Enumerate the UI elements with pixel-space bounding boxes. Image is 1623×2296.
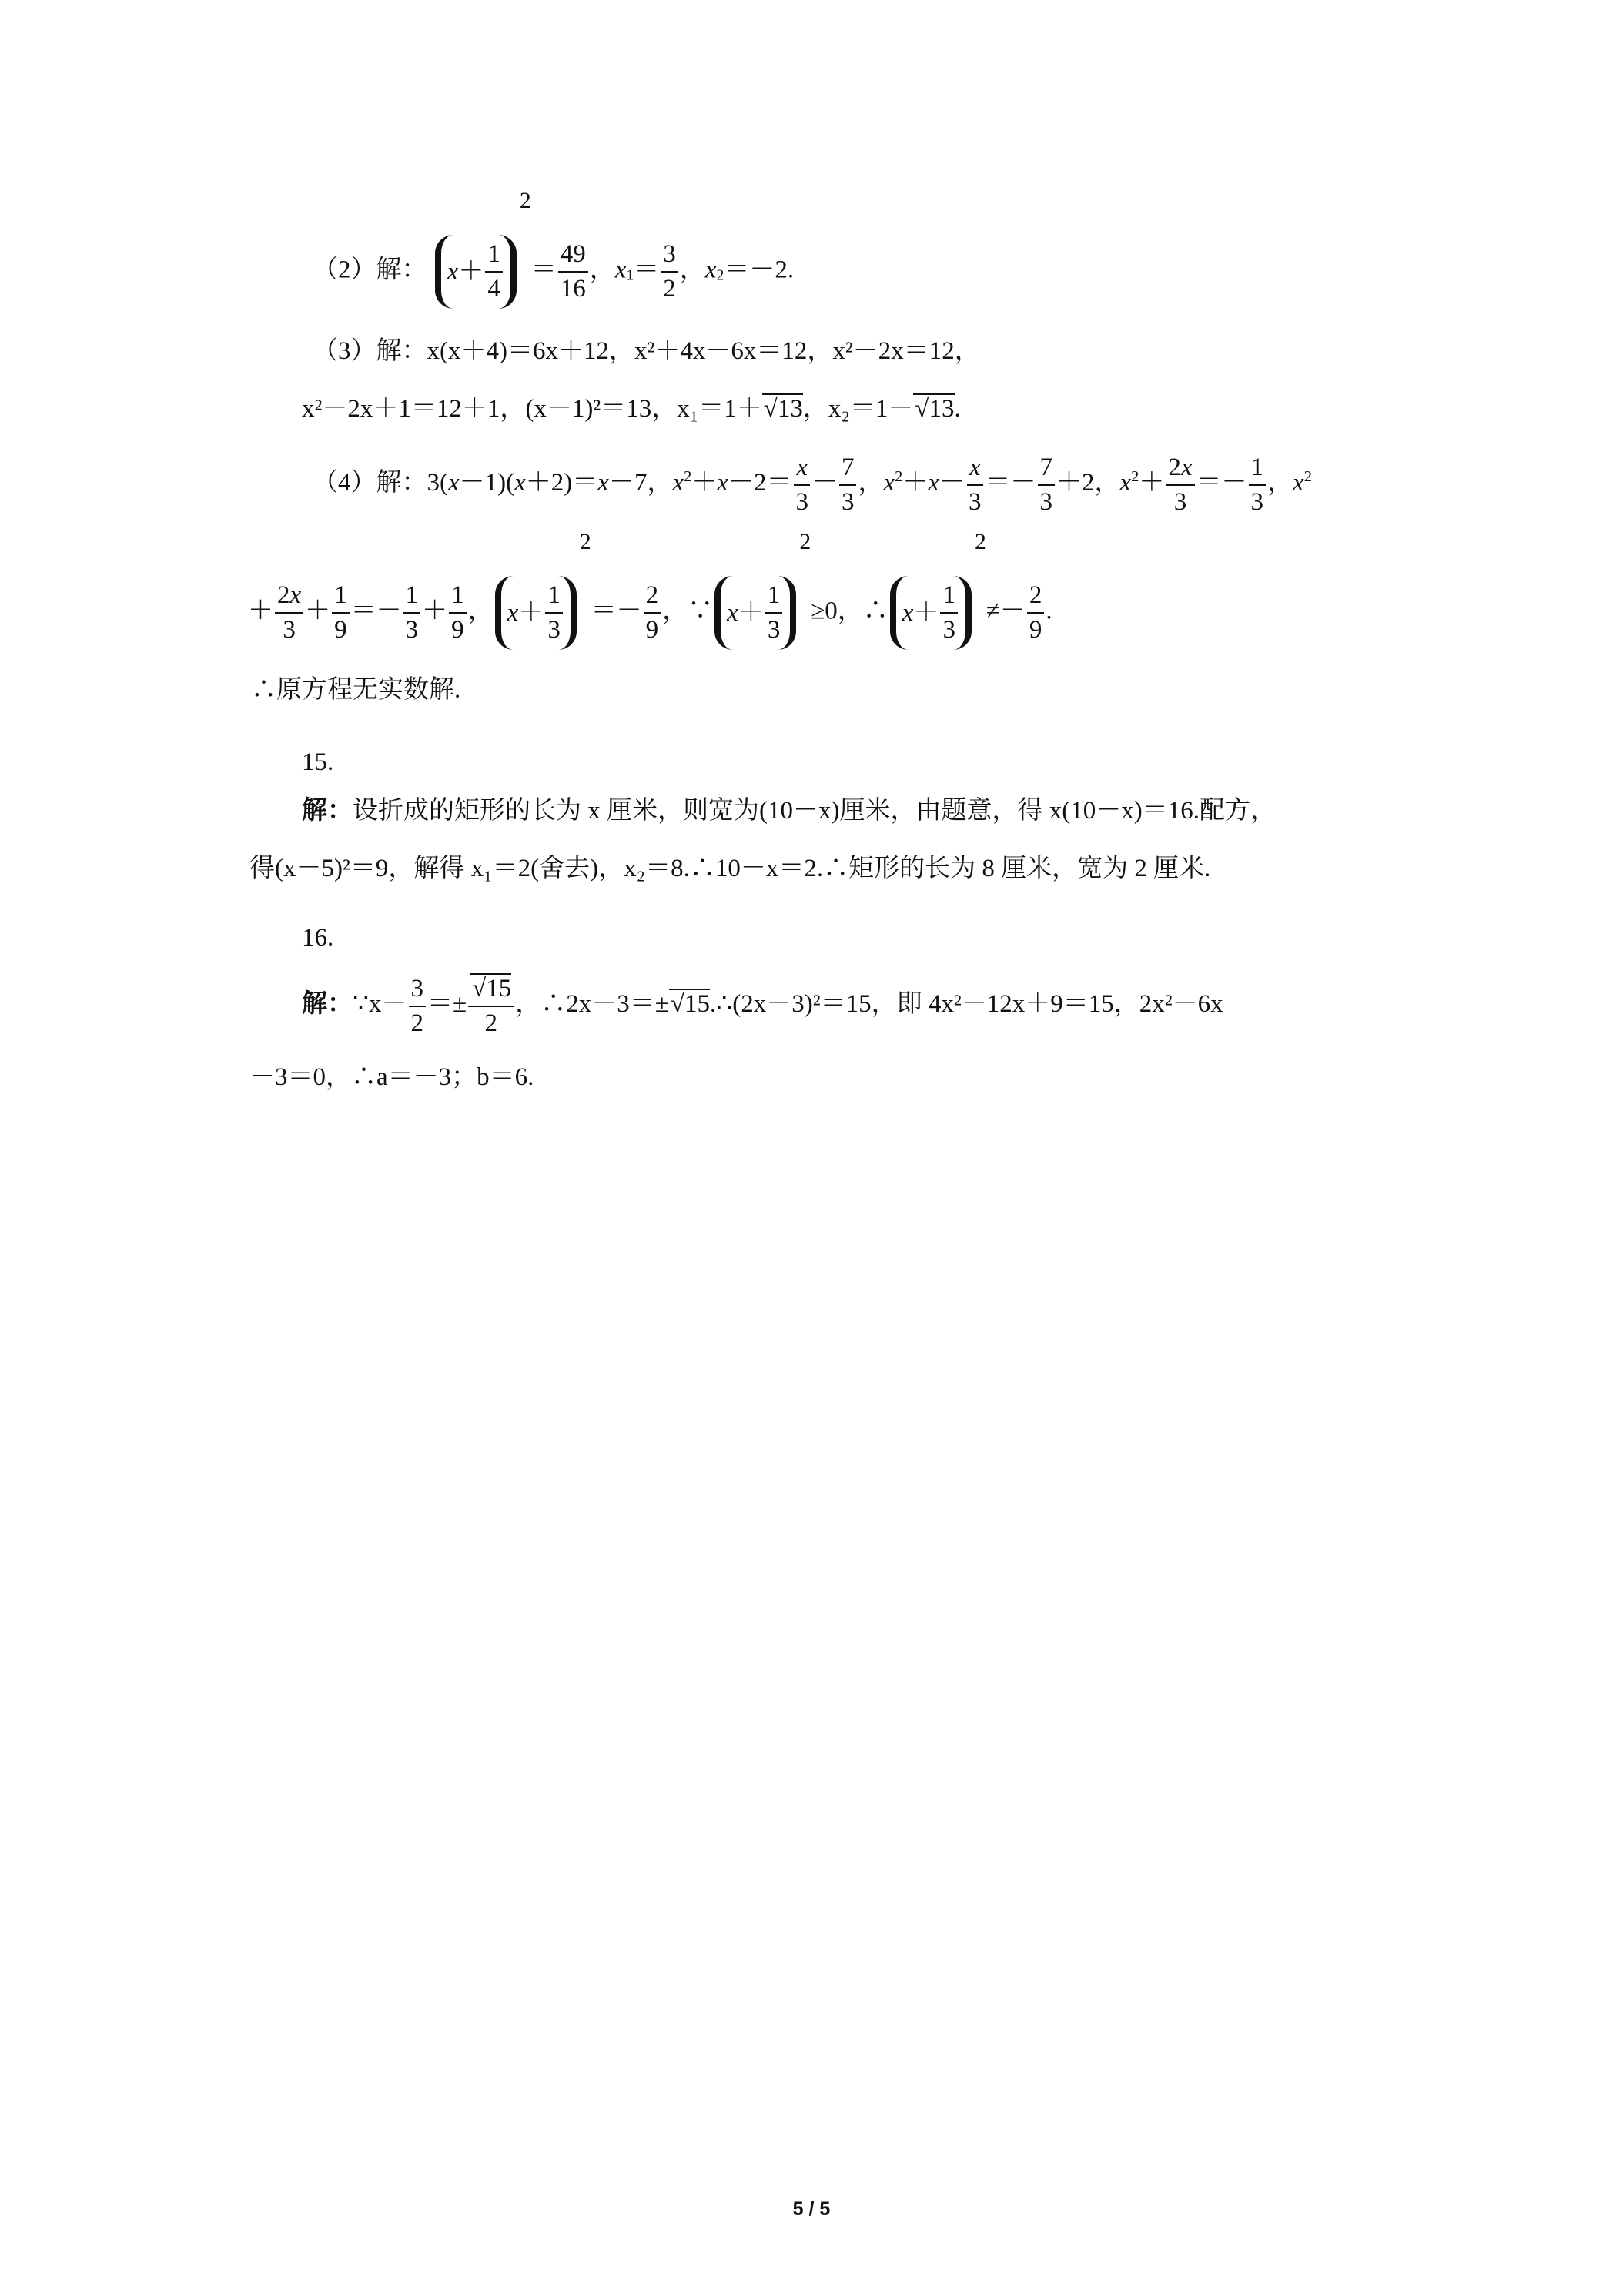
question-15-line1: 解：设折成的矩形的长为 x 厘米，则宽为(10－x)厘米，由题意，得 x(10－x)＝16.配方， <box>302 797 1276 825</box>
item2-line: （2）解： x ＋ $\frac{1}{4}$ 2＝ $\frac{49}{16}$ ，$x_1=$ $\frac{3}{2}$ ，$x_2=-2$. <box>313 235 794 309</box>
question-16-number: 16. <box>302 924 334 952</box>
item3-text1: x(x＋4)＝6x＋12，x²＋4x－6x＝12，x²－2x＝12， <box>427 337 980 365</box>
bracket-expr: x ＋ $\frac{1}{3}$ <box>495 576 577 650</box>
item3-line1 <box>313 339 980 364</box>
fraction: $\frac{√15}{2}$ <box>468 976 514 1036</box>
question-15-line2: 得(x－5)²＝9，解得 x₁＝2(舍去)，x₂＝8.∴10－x＝2.∴矩形的长为 8 厘米，宽为 2 厘米. <box>249 855 1211 882</box>
fraction: $\frac{3}{2}$ <box>661 241 678 302</box>
item4-line2: ＋ $\frac{2x}{3}$ ＋ $\frac{1}{9}$ ＝－ $\frac{1}{3}$ ＋ $\frac{1}{9}$ ， x ＋ $\frac{1}{3}$ 2＝－ $\frac{2}{9}$ ，∵ x ＋ $\frac{1}{3}$ 2≥0，∴ x ＋ $\frac{1}{3}$ 2≠－ $\frac{2}{9}$ . <box>248 576 1052 650</box>
item3-label: （3） <box>313 337 376 365</box>
q15-jie: 解： <box>302 797 353 825</box>
page-number: 5 / 5 <box>792 2198 831 2220</box>
sqrt-13: √13 <box>763 395 803 423</box>
item4-conclusion: ∴原方程无实数解. <box>251 676 461 704</box>
question-15-number: 15. <box>302 748 334 776</box>
sqrt-13: √13 <box>915 395 955 423</box>
fraction: $\frac{3}{2}$ <box>409 976 427 1036</box>
item4-label: （4） <box>313 469 376 497</box>
item3-line2: x²－2x＋1＝12＋1，(x－1)²＝13，x₁＝1＋√13，x₂＝1－√13. <box>302 395 961 423</box>
question-16-line1: 解：∵x－ $\frac{3}{2}$ ＝± $\frac{√15}{2}$ ，∴2x－3＝±√15.∴(2x－3)²＝15，即 4x²－12x＋9＝15，2x²－6x <box>302 975 1223 1037</box>
bracket-expr: x ＋ $\frac{1}{3}$ <box>890 576 972 650</box>
item2-jie: 解： <box>376 256 427 284</box>
sqrt-15: √15 <box>670 990 710 1019</box>
bracket-expr: x ＋ $\frac{1}{3}$ <box>714 576 796 650</box>
q16-jie: 解： <box>302 990 353 1019</box>
item4-jie: 解： <box>376 469 427 497</box>
question-16-line2: －3＝0，∴a＝－3；b＝6. <box>249 1063 534 1091</box>
item3-jie: 解： <box>376 337 427 365</box>
fraction: $\frac{49}{16}$ <box>558 241 588 302</box>
item4-line1: （4）解：3(x－1)(x＋2)＝x－7，$x^2+x-2=$ $\frac{x}{3}$ － $\frac{7}{3}$ ，$x^2+x-$ $\frac{x}{3}$ ＝－ $\frac{7}{3}$ ＋2，$x^2+$ $\frac{2x}{3}$ ＝－ $\frac{1}{3}$ ，$x^2$ <box>313 454 1312 516</box>
item2-label: （2） <box>313 256 376 284</box>
bracket-expr: x ＋ $\frac{1}{4}$ <box>435 235 517 309</box>
